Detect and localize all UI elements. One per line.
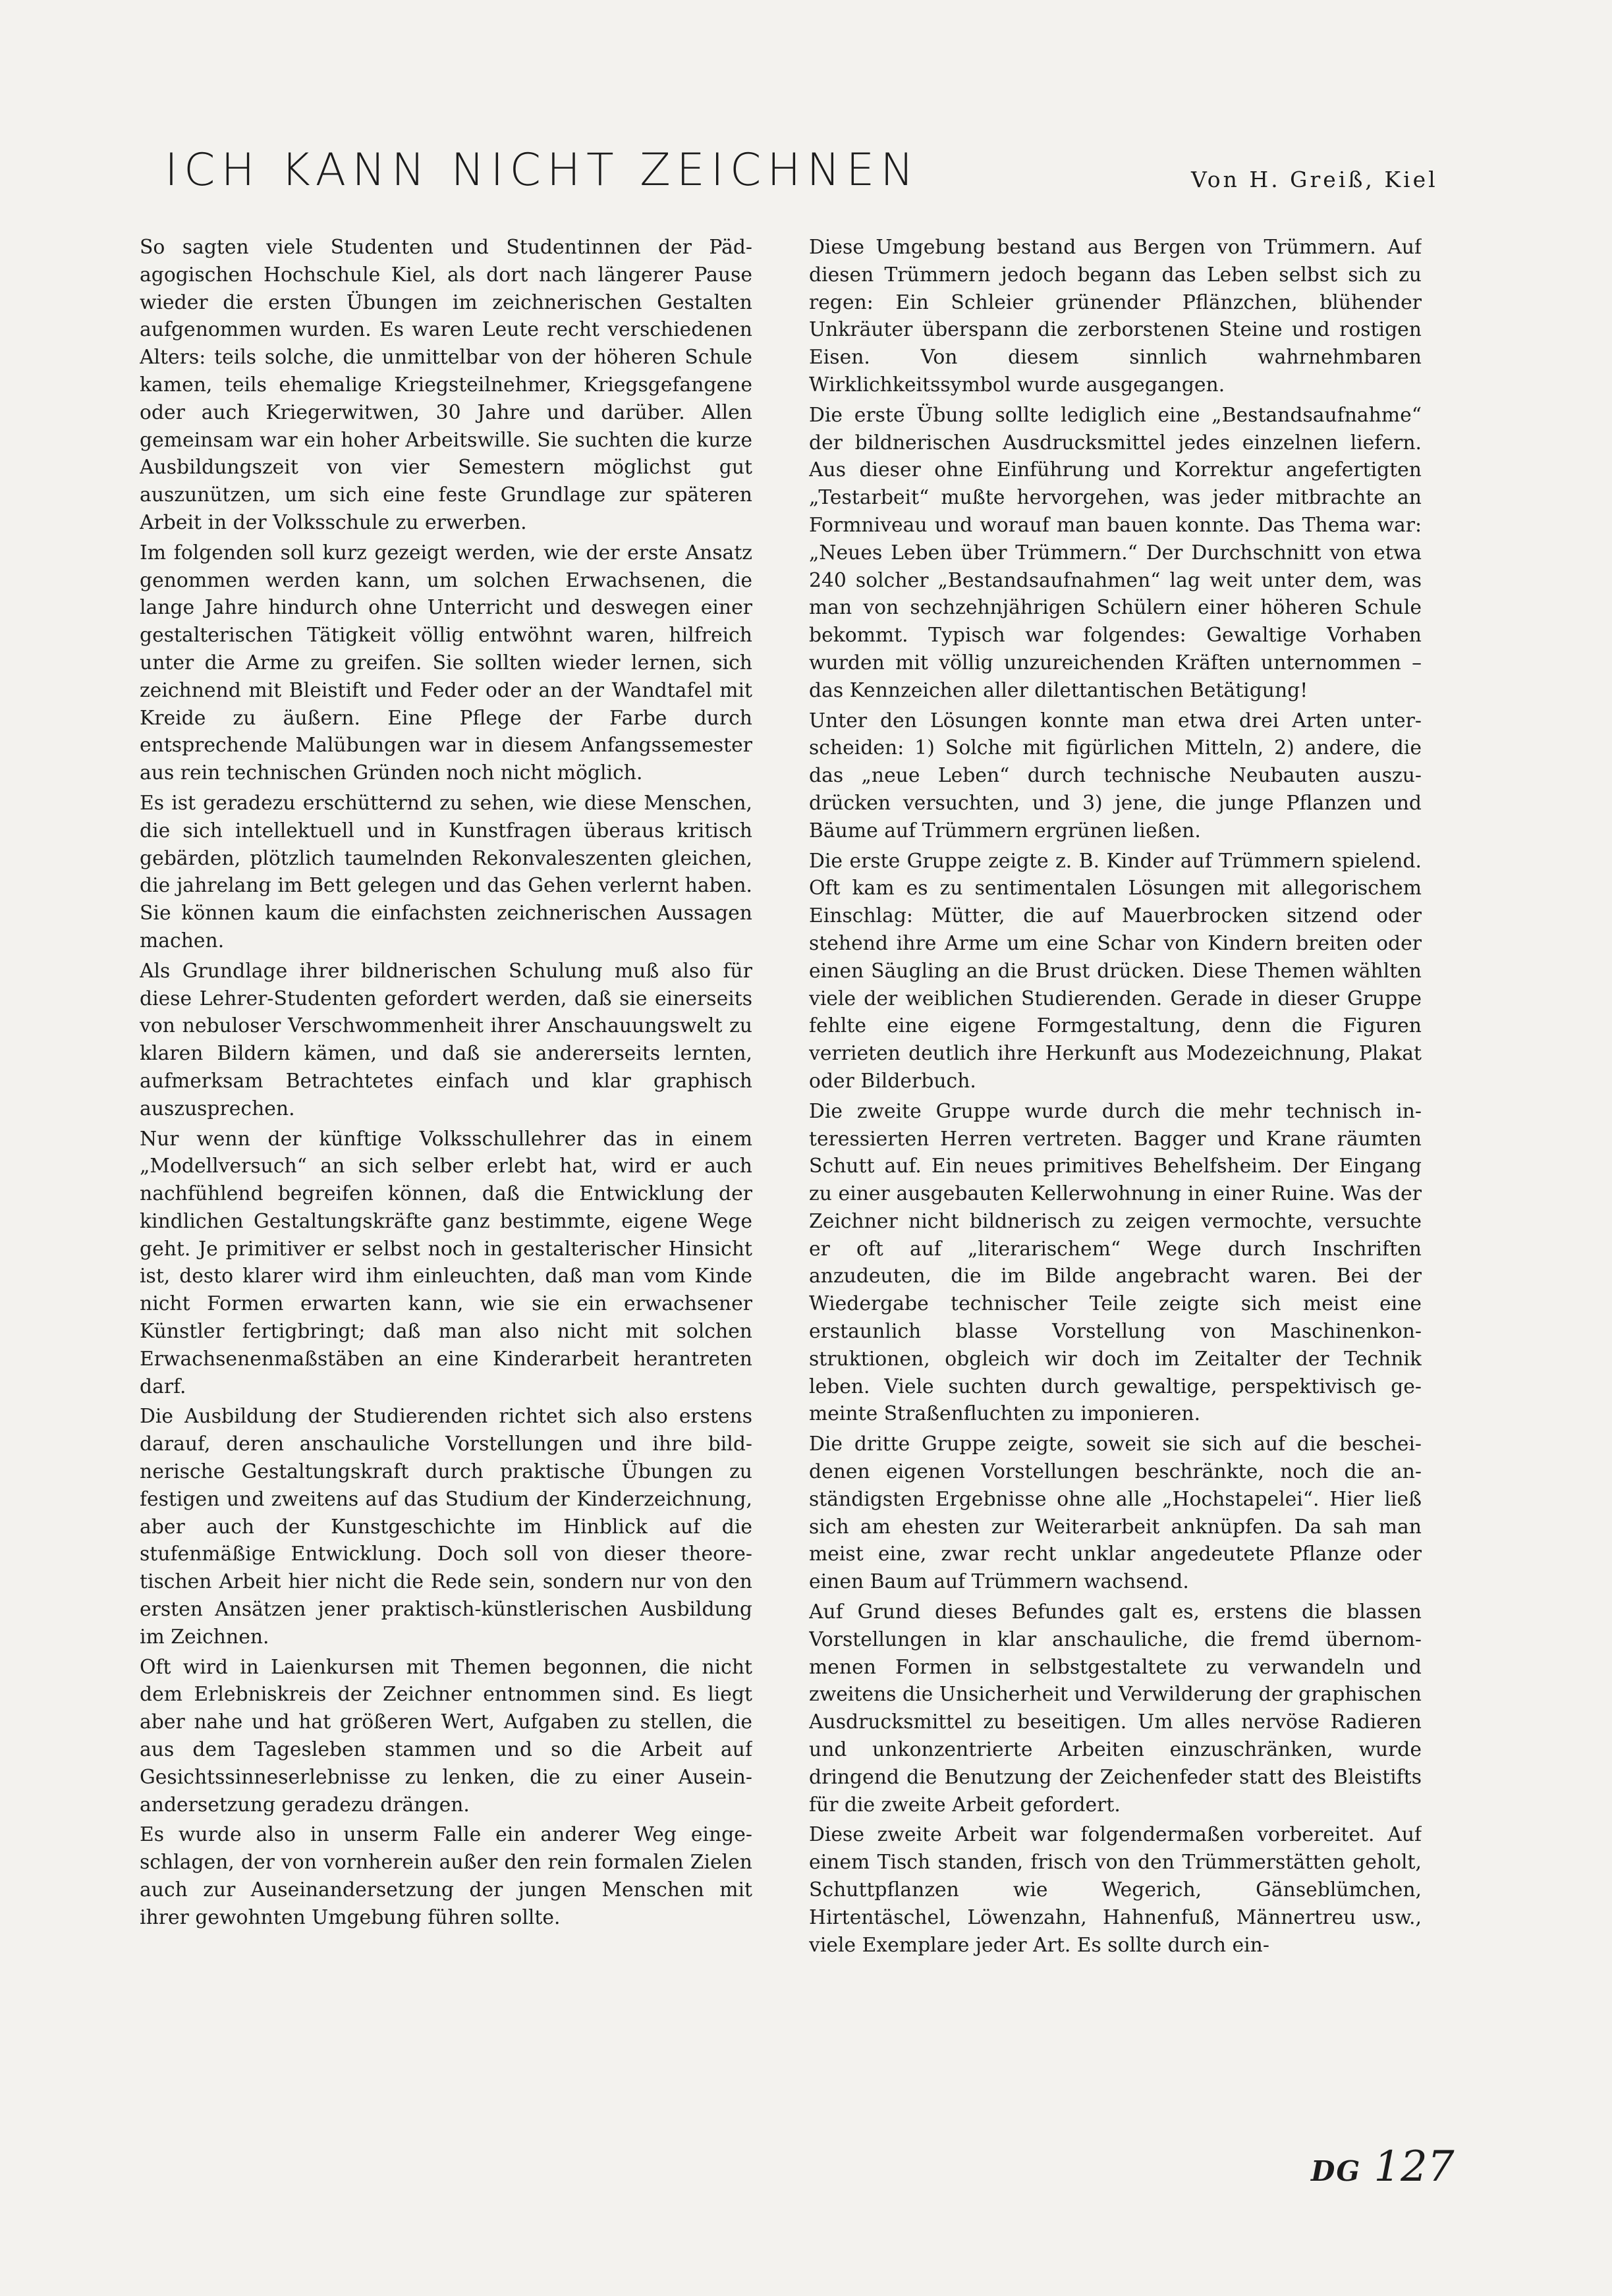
paragraph: Die erste Gruppe zeigte z. B. Kinder auf Trümmern spielend. Oft kam es zu sentimentalen Lösungen mit allegorischem Einschlag: Mütter, die auf Mauerbrocken sitzend oder stehend ihre Arme um eine Schar von Kindern breiten oder einen Säugling an die Brust drücken. Diese Themen wählten viele der weiblichen Studierenden. Gerade in dieser Gruppe fehlte eine eigene Formgestaltung, denn die Figuren verrieten deutlich ihre Herkunft aus Modezeichnung, Plakat oder Bilderbuch. (809, 849, 1422, 1093)
paragraph: Es ist geradezu erschütternd zu sehen, wie diese Menschen, die sich intellektuell und in Kunstfragen überaus kritisch gebärden, plötzlich taumelnden Rekonvaleszenten gleichen, die jahrelang im Bett gelegen und das Gehen verlernt haben. Sie können kaum die einfachsten zeichnerischen Aussagen machen. (140, 791, 752, 952)
paragraph: Diese Umgebung bestand aus Bergen von Trümmern. Auf diesen Trümmern jedoch begann das Leben selbst sich zu regen: Ein Schleier grünender Pflänzchen, blühender Unkräuter überspann die zerborstenen Steine und rostigen Eisen. Von diesem sinnlich wahrnehmbaren Wirklichkeitssymbol wurde ausgegangen. (809, 236, 1422, 396)
paragraph: Als Grundlage ihrer bildnerischen Schulung muß also für diese Lehrer-Studenten gefordert werden, daß sie einerseits von nebuloser Verschwommenheit ihrer Anschauungswelt zu klaren Bildern kämen, und daß sie andererseits lernten, aufmerksam Betrachtetes einfach und klar graphisch auszusprechen. (140, 959, 752, 1120)
paragraph: Auf Grund dieses Befundes galt es, erstens die blassen Vorstellungen in klar anschauliche, die fremd übernommenen Formen in selbstgestaltete zu verwandeln und zweitens die Unsicherheit und Verwilderung der graphischen Ausdrucksmittel zu beseitigen. Um alles nervöse Radieren und unkonzentrierte Arbeiten einzuschränken, wurde dringend die Benutzung der Zeichenfeder statt des Bleistifts für die zweite Arbeit gefordert. (809, 1600, 1422, 1817)
left-column (140, 234, 752, 2131)
article-author: Von H. Greiß, Kiel (1191, 167, 1438, 192)
page-number: 127 (1374, 2143, 1455, 2191)
journal-mark: DG (1311, 2155, 1362, 2187)
paragraph: Nur wenn der künftige Volksschullehrer das in einem „Modellversuch“ an sich selber erlebt hat, wird er auch nachfühlend begreifen können, daß die Entwicklung der kindlichen Gestaltungskräfte ganz bestimmte, eigene Wege geht. Je primitiver er selbst noch in gestalterischer Hinsicht ist, desto klarer wird ihm einleuchten, daß man vom Kinde nicht Formen erwarten kann, wie sie ein erwachsener Künstler fertigbringt; daß man also nicht mit solchen Erwachsenenmaßstäben an eine Kinderarbeit herantreten darf. (140, 1127, 752, 1398)
paragraph: Diese zweite Arbeit war folgendermaßen vorbereitet. Auf einem Tisch standen, frisch von den Trümmerstätten geholt, Schuttpflanzen wie Wegerich, Gänseblümchen, Hirtentäschel, Löwenzahn, Hahnenfuß, Männertreu usw., viele Exemplare jeder Art. Es sollte durch ein- (809, 1823, 1422, 1957)
right-column (809, 234, 1422, 2131)
paragraph: Die zweite Gruppe wurde durch die mehr technisch interessierten Herren vertreten. Bagger und Krane räumten Schutt auf. Ein neues primitives Behelfsheim. Der Eingang zu einer ausgebauten Kellerwohnung in einer Ruine. Was der Zeichner nicht bildnerisch zu zeigen vermochte, versuchte er oft auf „literarischem“ Wege durch Inschriften anzudeuten, die im Bilde angebracht waren. Bei der Wiedergabe technischer Teile zeigte sich meist eine erstaunlich blasse Vorstellung von Maschinenkonstruktionen, obgleich wir doch im Zeitalter der Technik leben. Viele suchten durch gewaltige, perspektivisch gemeinte Straßenfluchten zu imponieren. (809, 1099, 1422, 1426)
paragraph: Oft wird in Laienkursen mit Themen begonnen, die nicht dem Erlebniskreis der Zeichner entnommen sind. Es liegt aber nahe und hat größeren Wert, Aufgaben zu stellen, die aus dem Tagesleben stammen und so die Arbeit auf Gesichtssinneserlebnisse zu lenken, die zu einer Auseinandersetzung geradezu drängen. (140, 1655, 752, 1817)
paragraph: Die dritte Gruppe zeigte, soweit sie sich auf die bescheidenen eigenen Vorstellungen beschränkte, noch die anständigsten Ergebnisse ohne alle „Hochstapelei“. Hier ließ sich am ehesten zur Weiterarbeit anknüpfen. Da sah man meist eine, zwar recht unklar angedeutete Pflanze oder einen Baum auf Trümmern wachsend. (809, 1433, 1422, 1594)
paragraph: Es wurde also in unserm Falle ein anderer Weg eingeschlagen, der von vornherein außer den rein formalen Zielen auch zur Auseinandersetzung der jungen Menschen mit ihrer gewohnten Umgebung führen sollte. (140, 1823, 752, 1929)
article-title: ICH KANN NICHT ZEICHNEN (165, 144, 920, 196)
paragraph: Die erste Übung sollte lediglich eine „Bestandsaufnahme“ der bildnerischen Ausdrucksmittel jedes einzelnen liefern. Aus dieser ohne Einführung und Korrektur angefertigten „Testarbeit“ mußte hervorgehen, was jeder mitbrachte an Formniveau und worauf man bauen konnte. Das Thema war: „Neues Leben über Trümmern.“ Der Durchschnitt von etwa 240 solcher „Bestandsaufnahmen“ lag weit unter dem, was man von sechzehnjährigen Schülern einer höheren Schule bekommt. Typisch war folgendes: Gewaltige Vorhaben wurden mit völlig unzureichenden Kräften unternommen – das Kennzeichen aller dilettantischen Betätigung! (809, 403, 1422, 702)
paragraph: Die Ausbildung der Studierenden richtet sich also erstens darauf, deren anschauliche Vorstellungen und ihre bildnerische Gestaltungskraft durch praktische Übungen zu festigen und zweitens auf das Studium der Kinderzeichnung, aber auch der Kunstgeschichte im Hinblick auf die stufenmäßige Entwicklung. Doch soll von dieser theoretischen Arbeit hier nicht die Rede sein, sondern nur von den ersten Ansätzen jener praktisch-künstlerischen Ausbildung im Zeichnen. (140, 1405, 752, 1649)
paragraph: Im folgenden soll kurz gezeigt werden, wie der erste Ansatz genommen werden kann, um solchen Erwachsenen, die lange Jahre hindurch ohne Unterricht und deswegen einer gestalterischen Tätigkeit völlig entwöhnt waren, hilfreich unter die Arme zu greifen. Sie sollten wieder lernen, sich zeichnend mit Bleistift und Feder oder an der Wandtafel mit Kreide zu äußern. Eine Pflege der Farbe durch entsprechende Malübungen war in diesem Anfangssemester aus rein technischen Gründen noch nicht möglich. (140, 541, 752, 785)
page-footer (1311, 2143, 1455, 2191)
paragraph: So sagten viele Studenten und Studentinnen der Pädagogischen Hochschule Kiel, als dort nach längerer Pause wieder die ersten Übungen im zeichnerischen Gestalten aufgenommen wurden. Es waren Leute recht verschiedenen Alters: teils solche, die unmittelbar von der höheren Schule kamen, teils ehemalige Kriegsteilnehmer, Kriegsgefangene oder auch Kriegerwitwen, 30 Jahre und darüber. Allen gemeinsam war ein hoher Arbeitswille. Sie suchten die kurze Ausbildungszeit von vier Semestern möglichst gut auszunützen, um sich eine feste Grundlage zur späteren Arbeit in der Volksschule zu erwerben. (140, 236, 752, 534)
paragraph: Unter den Lösungen konnte man etwa drei Arten unterscheiden: 1) Solche mit figürlichen Mitteln, 2) andere, die das „neue Leben“ durch technische Neubauten auszudrücken versuchten, und 3) jene, die junge Pflanzen und Bäume auf Trümmern ergrünen ließen. (809, 709, 1422, 842)
